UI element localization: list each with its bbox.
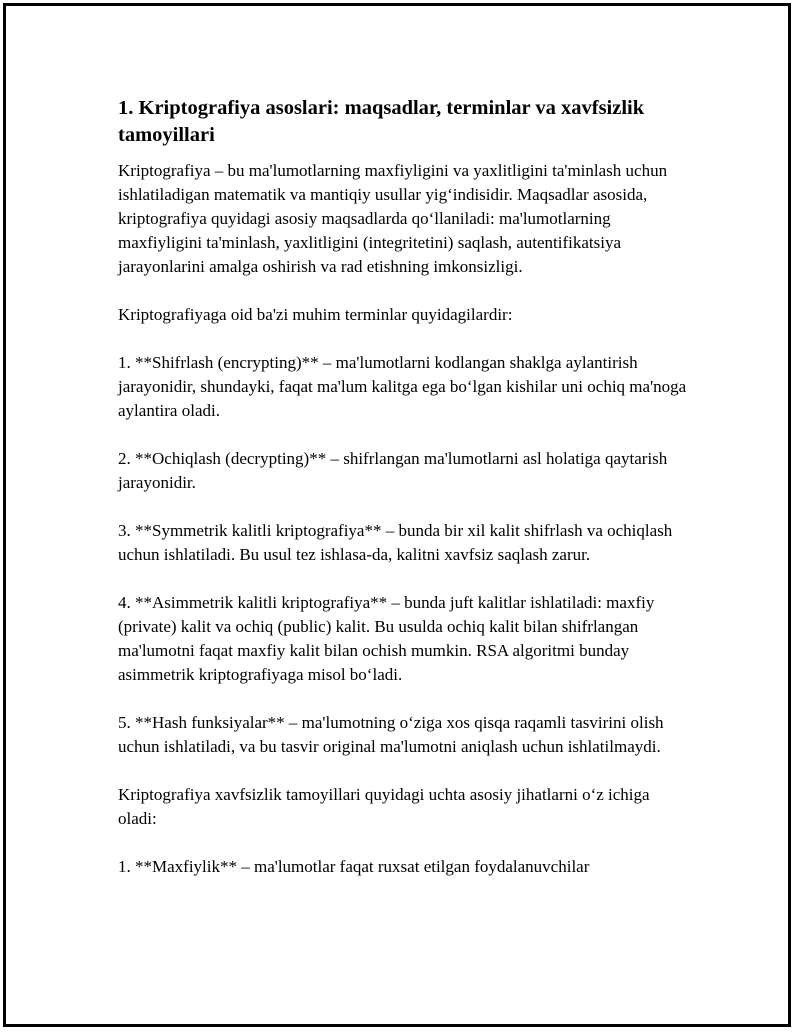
paragraph-term-encrypting: 1. **Shifrlash (encrypting)** – ma'lumotlarni kodlangan shaklga aylantirish jarayonidir, shundayki, faqat ma'lum kalitga ega bo‘lgan kishilar uni ochiq ma'noga aylantira oladi.	[118, 353, 687, 420]
paragraph-term-asymmetric: 4. **Asimmetrik kalitli kriptografiya** – bunda juft kalitlar ishlatiladi: maxfiy (private) kalit va ochiq (public) kalit. Bu usulda ochiq kalit bilan shifrlangan ma'lumotni faqat maxfiy kalit bilan ochish mumkin. RSA algoritmi bunday asimmetrik kriptografiyaga misol bo‘ladi.	[118, 593, 655, 684]
paragraph-intro: Kriptografiya – bu ma'lumotlarning maxfiyligini va yaxlitligini ta'minlash uchun ishlatiladigan matematik va mantiqiy usullar yig‘indisidir. Maqsadlar asosida, kriptografiya quyidagi asosiy maqsadlarda qo‘llaniladi: ma'lumotlarning maxfiyligini ta'minlash, yaxlitligini (integritetini) saqlash, autentifikatsiya jarayonlarini amalga oshirish va rad etishning imkonsizligi.	[118, 161, 668, 276]
document-title: 1. Kriptografiya asoslari: maqsadlar, terminlar va xavfsizlik tamoyillari	[118, 97, 645, 146]
paragraph-principle-confidentiality: 1. **Maxfiylik** – ma'lumotlar faqat ruxsat etilgan foydalanuvchilar	[118, 857, 590, 876]
document-body	[118, 95, 688, 903]
paragraph-term-symmetric: 3. **Symmetrik kalitli kriptografiya** – bunda bir xil kalit shifrlash va ochiqlash uchun ishlatiladi. Bu usul tez ishlasa-da, kalitni xavfsiz saqlash zarur.	[118, 521, 673, 564]
paragraph-term-hash: 5. **Hash funksiyalar** – ma'lumotning o‘ziga xos qisqa raqamli tasvirini olish uchun ishlatiladi, va bu tasvir original ma'lumotni aniqlash uchun ishlatilmaydi.	[118, 713, 664, 756]
paragraph-terms-intro: Kriptografiyaga oid ba'zi muhim terminlar quyidagilardir:	[118, 305, 513, 324]
paragraph-term-decrypting: 2. **Ochiqlash (decrypting)** – shifrlangan ma'lumotlarni asl holatiga qaytarish jarayonidir.	[118, 449, 668, 492]
paragraph-principles-intro: Kriptografiya xavfsizlik tamoyillari quyidagi uchta asosiy jihatlarni o‘z ichiga oladi:	[118, 785, 650, 828]
